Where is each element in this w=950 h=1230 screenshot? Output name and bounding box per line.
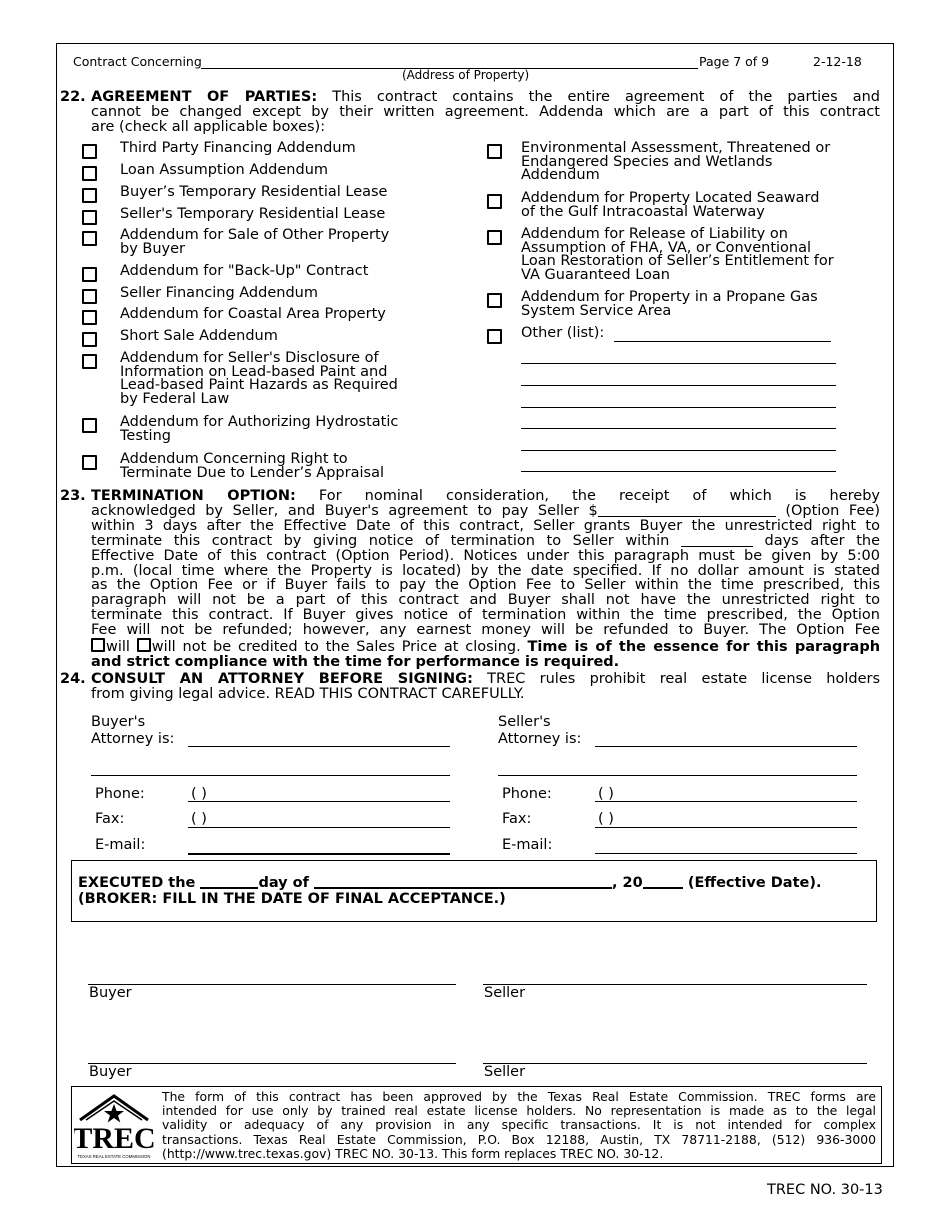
seller-attorney-label-1: Seller's bbox=[498, 714, 551, 730]
addendum-label-line: Terminate Due to Lender’s Appraisal bbox=[120, 464, 384, 481]
seller-phone-paren: ( ) bbox=[598, 786, 614, 802]
trec-logo-subtext: TEXAS REAL ESTATE COMMISSION bbox=[77, 1154, 151, 1159]
addendum-checkbox[interactable] bbox=[487, 230, 502, 245]
other-list-line-2[interactable] bbox=[521, 363, 836, 364]
addendum-label bbox=[120, 287, 318, 301]
page-number: Page 7 of 9 bbox=[699, 54, 770, 69]
buyer-attorney-label-1: Buyer's bbox=[91, 714, 146, 730]
option-fee-will-not-checkbox[interactable] bbox=[137, 638, 151, 652]
buyer-signature-line-1[interactable] bbox=[88, 984, 456, 985]
addendum-label bbox=[521, 192, 819, 219]
addendum-label bbox=[120, 453, 384, 480]
seller-phone-label: Phone: bbox=[502, 786, 552, 802]
addendum-checkbox[interactable] bbox=[487, 194, 502, 209]
buyer-attorney-label-2: Attorney is: bbox=[91, 731, 175, 747]
addendum-label-line: Endangered Species and Wetlands bbox=[521, 153, 773, 170]
buyer-attorney-name-field[interactable] bbox=[188, 746, 450, 747]
addendum-label-line: Addendum for Seller's Disclosure of bbox=[120, 350, 379, 366]
seller-phone-field[interactable] bbox=[595, 801, 857, 802]
addendum-label-line: Testing bbox=[120, 427, 171, 444]
addendum-checkbox[interactable] bbox=[82, 310, 97, 325]
addendum-label bbox=[120, 164, 328, 178]
addendum-label bbox=[120, 142, 356, 156]
seller-fax-label: Fax: bbox=[502, 811, 532, 827]
addendum-label-line: Seller's Temporary Residential Lease bbox=[120, 206, 386, 222]
section-22-title: AGREEMENT OF PARTIES: bbox=[91, 89, 318, 105]
buyer-signature-label-2: Buyer bbox=[89, 1064, 132, 1080]
addendum-checkbox[interactable] bbox=[82, 231, 97, 246]
addendum-label bbox=[120, 186, 387, 200]
seller-attorney-name-field[interactable] bbox=[595, 746, 857, 747]
addendum-checkbox[interactable] bbox=[487, 144, 502, 159]
addendum-label-line: Information on Lead-based Paint and bbox=[120, 363, 388, 380]
other-list-line-7[interactable] bbox=[521, 471, 836, 472]
seller-email-field[interactable] bbox=[595, 853, 857, 854]
addendum-label-line: Addendum for Property in a Propane Gas bbox=[521, 289, 818, 305]
buyer-signature-label-1: Buyer bbox=[89, 985, 132, 1001]
other-list-line-4[interactable] bbox=[521, 407, 836, 408]
executed-day-field[interactable] bbox=[200, 875, 258, 889]
addendum-checkbox[interactable] bbox=[82, 455, 97, 470]
footer-disclaimer: The form of this contract has been approved by the Texas Real Estate Commission. TREC forms are intended for use only by trained real estate license holders. No representation is made as to the legal validity or adequacy of any provision in any specific transactions. It is not intended for complex transactions. Texas Real Estate Commission, P.O. Box 12188, Austin, TX 78711-2188, (512) 936-3000 (http://www.trec.texas.gov) TREC NO. 30-13. This form replaces TREC NO. 30-12. bbox=[162, 1089, 876, 1161]
option-fee-will-checkbox[interactable] bbox=[91, 638, 105, 652]
trec-logo-text: TREC bbox=[74, 1122, 154, 1155]
addendum-label-line: Loan Restoration of Seller’s Entitlement for bbox=[521, 253, 834, 269]
form-date: 2-12-18 bbox=[813, 54, 862, 69]
addendum-checkbox[interactable] bbox=[82, 144, 97, 159]
addendum-label bbox=[521, 228, 834, 282]
buyer-fax-field[interactable] bbox=[188, 827, 450, 828]
section-22-number: 22. bbox=[60, 89, 86, 105]
buyer-phone-paren: ( ) bbox=[191, 786, 207, 802]
other-list-line-6[interactable] bbox=[521, 450, 836, 451]
seller-signature-label-2: Seller bbox=[484, 1064, 526, 1080]
seller-email-label: E-mail: bbox=[502, 837, 553, 853]
addendum-label-line: Loan Assumption Addendum bbox=[120, 162, 329, 178]
buyer-phone-label: Phone: bbox=[95, 786, 145, 802]
addendum-checkbox[interactable] bbox=[82, 332, 97, 347]
section-23-number: 23. bbox=[60, 488, 86, 504]
addendum-label-line: Buyer’s Temporary Residential Lease bbox=[120, 184, 388, 200]
section-24: 24. CONSULT AN ATTORNEY BEFORE SIGNING: TREC rules prohibit real estate license holders from giving legal advice. READ THIS CONTRACT CAREFULLY. bbox=[60, 671, 881, 702]
trec-logo bbox=[74, 1092, 154, 1162]
addendum-label-line: Short Sale Addendum bbox=[120, 328, 278, 344]
seller-fax-paren: ( ) bbox=[598, 811, 614, 827]
section-22-line-3: are (check all applicable boxes): bbox=[91, 118, 326, 135]
addendum-label-line: by Buyer bbox=[120, 240, 185, 257]
addendum-label-line: Addendum for Release of Liability on bbox=[521, 226, 788, 242]
form-number: TREC NO. 30-13 bbox=[767, 1182, 883, 1198]
buyer-email-label: E-mail: bbox=[95, 837, 146, 853]
section-23: 23. TERMINATION OPTION: For nominal consideration, the receipt of which is hereby acknowledged by Seller, and Buyer's agreement to pay Seller $ (Option Fee) within 3 days after the Effective Date of this contract, Seller grants Buyer the unrestricted right to terminate this contract by giving notice of termination to Seller within days after the Effective Date of this contract (Option Period). Notices under this paragraph must be given by 5:00 p.m. (local time where the Property is located) by the date specified. If no dollar amount is stated as the Option Fee or if Buyer fails to pay the Option Fee to Seller within the time prescribed, this paragraph will not be a part of this contract and Buyer shall not have the unrestricted right to terminate this contract. If Buyer gives notice of termination within the time prescribed, the Option Fee will not be refunded; however, any earnest money will be refunded to Buyer. The Option Fee will will not be credited to the Sales Price at closing. Time is of the essence for this paragraph and strict compliance with the time for performance is required. bbox=[60, 488, 881, 670]
seller-signature-label-1: Seller bbox=[484, 985, 526, 1001]
executed-broker-note: (BROKER: FILL IN THE DATE OF FINAL ACCEPTANCE.) bbox=[78, 891, 506, 907]
section-24-number: 24. bbox=[60, 671, 86, 687]
addendum-label bbox=[120, 265, 368, 279]
addendum-label-line: Seller Financing Addendum bbox=[120, 285, 318, 301]
section-23-title: TERMINATION OPTION: bbox=[91, 488, 296, 504]
buyer-phone-field[interactable] bbox=[188, 801, 450, 802]
addendum-label bbox=[120, 416, 398, 443]
addendum-label-line: Other (list): bbox=[521, 325, 605, 341]
trec-logo-icon bbox=[74, 1092, 154, 1162]
addendum-checkbox[interactable] bbox=[82, 267, 97, 282]
addendum-label-line: Assumption of FHA, VA, or Conventional bbox=[521, 239, 812, 256]
buyer-fax-paren: ( ) bbox=[191, 811, 207, 827]
addendum-label-line: Environmental Assessment, Threatened or bbox=[521, 140, 831, 156]
addendum-label bbox=[521, 142, 830, 183]
section-22-line-1: AGREEMENT OF PARTIES: This contract contains the entire agreement of the parties and bbox=[91, 89, 880, 105]
addendum-label bbox=[120, 352, 398, 406]
addendum-label bbox=[120, 308, 386, 322]
seller-signature-line-2[interactable] bbox=[483, 1063, 867, 1064]
addendum-checkbox[interactable] bbox=[487, 293, 502, 308]
address-caption: (Address of Property) bbox=[402, 68, 530, 82]
seller-attorney-label-2: Attorney is: bbox=[498, 731, 582, 747]
executed-line: EXECUTED the day of , 20 (Effective Date). bbox=[78, 875, 822, 891]
seller-attorney-address-field[interactable] bbox=[498, 775, 857, 776]
option-days-field[interactable] bbox=[681, 534, 753, 547]
buyer-email-field[interactable] bbox=[188, 853, 450, 855]
contract-concerning-label: Contract Concerning bbox=[73, 54, 202, 69]
buyer-signature-line-2[interactable] bbox=[88, 1063, 456, 1064]
buyer-attorney-address-field[interactable] bbox=[91, 775, 450, 776]
addendum-label-line: Addendum for Property Located Seaward bbox=[521, 190, 820, 206]
addendum-label-line: Addendum for Coastal Area Property bbox=[120, 306, 386, 322]
addendum-checkbox[interactable] bbox=[82, 418, 97, 433]
addendum-checkbox[interactable] bbox=[487, 329, 502, 344]
addendum-label-line: Lead-based Paint Hazards as Required bbox=[120, 377, 398, 393]
addendum-label bbox=[120, 208, 385, 222]
addendum-label-line: Addendum bbox=[521, 167, 600, 183]
addendum-label bbox=[521, 327, 604, 341]
addendum-checkbox[interactable] bbox=[82, 188, 97, 203]
other-list-line-3[interactable] bbox=[521, 385, 836, 386]
addendum-checkbox[interactable] bbox=[82, 354, 97, 369]
other-list-line-5[interactable] bbox=[521, 428, 836, 429]
addendum-checkbox[interactable] bbox=[82, 210, 97, 225]
addendum-label-line: System Service Area bbox=[521, 302, 672, 319]
executed-month-field[interactable] bbox=[314, 875, 612, 889]
addendum-checkbox[interactable] bbox=[82, 289, 97, 304]
addendum-label-line: Addendum for Sale of Other Property bbox=[120, 227, 390, 243]
addendum-label-line: Third Party Financing Addendum bbox=[120, 140, 356, 156]
addendum-label bbox=[120, 330, 278, 344]
addendum-label-line: by Federal Law bbox=[120, 390, 230, 407]
section-22 bbox=[60, 90, 880, 135]
other-list-line-1[interactable] bbox=[614, 341, 831, 342]
addendum-label-line: Addendum Concerning Right to bbox=[120, 451, 348, 467]
section-24-title: CONSULT AN ATTORNEY BEFORE SIGNING: bbox=[91, 671, 473, 687]
executed-year-field[interactable] bbox=[643, 875, 683, 889]
addendum-label bbox=[120, 229, 389, 256]
addendum-label bbox=[521, 291, 818, 318]
seller-fax-field[interactable] bbox=[595, 827, 857, 828]
seller-signature-line-1[interactable] bbox=[483, 984, 867, 985]
option-fee-field[interactable] bbox=[598, 504, 776, 517]
addendum-label-line: VA Guaranteed Loan bbox=[521, 266, 670, 283]
addendum-label-line: Addendum for Authorizing Hydrostatic bbox=[120, 414, 399, 430]
addendum-label-line: of the Gulf Intracoastal Waterway bbox=[521, 203, 765, 220]
addendum-checkbox[interactable] bbox=[82, 166, 97, 181]
section-22-line-2: cannot be changed except by their written agreement. Addenda which are a part of this contract bbox=[91, 103, 880, 120]
addendum-label-line: Addendum for "Back-Up" Contract bbox=[120, 263, 369, 279]
buyer-fax-label: Fax: bbox=[95, 811, 125, 827]
footer-box bbox=[71, 1086, 882, 1164]
